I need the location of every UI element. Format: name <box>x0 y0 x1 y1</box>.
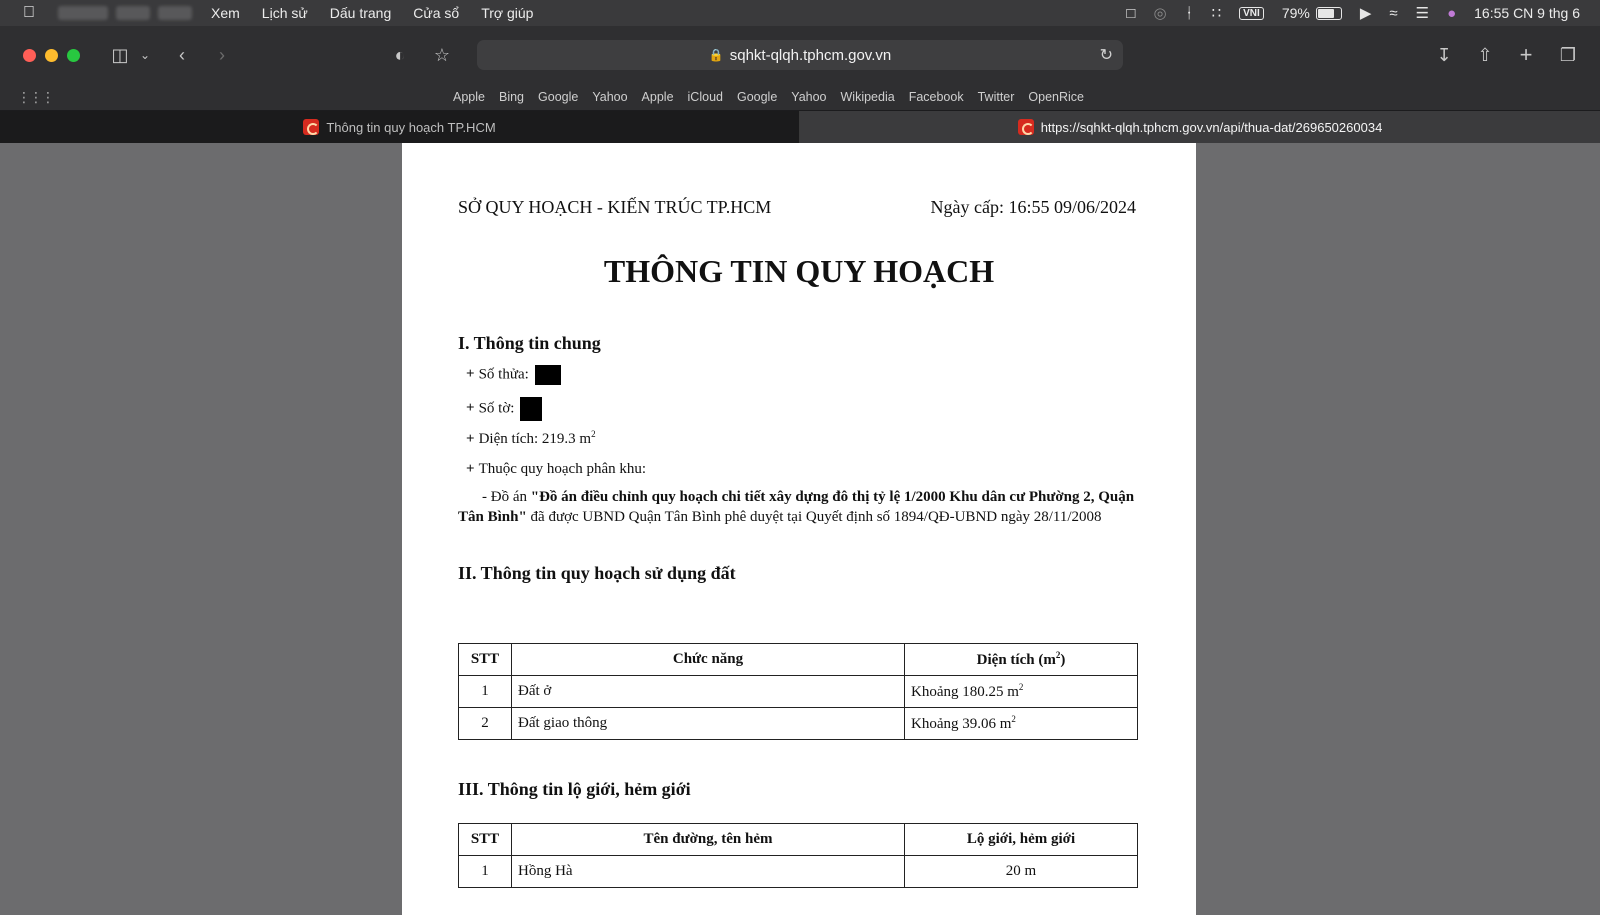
new-tab-button[interactable]: + <box>1519 42 1533 67</box>
project-prefix: - Đồ án <box>482 489 531 505</box>
menu-clock[interactable]: 16:55 CN 9 thg 6 <box>1474 5 1580 21</box>
bookmark-item[interactable]: Yahoo <box>791 90 827 104</box>
bookmark-item[interactable]: Yahoo <box>592 90 628 104</box>
sheet-number-line: + Số tờ: <box>466 397 542 421</box>
activity-icon[interactable]: ∷ <box>1211 5 1222 22</box>
row-stt: 1 <box>459 856 512 888</box>
agency-name: SỞ QUY HOẠCH - KIẾN TRÚC TP.HCM <box>458 197 772 217</box>
bookmark-item[interactable]: Facebook <box>908 90 964 104</box>
col-stt: STT <box>459 824 512 856</box>
section-general-heading: I. Thông tin chung <box>458 333 601 353</box>
col-function: Chức năng <box>512 644 905 676</box>
section-road-width-heading: III. Thông tin lộ giới, hẻm giới <box>458 779 691 799</box>
row-area <box>905 708 1138 740</box>
window-controls <box>23 49 80 62</box>
menu-history[interactable]: Lịch sử <box>261 5 308 21</box>
planning-project-paragraph <box>458 487 1138 527</box>
section-land-use-heading: II. Thông tin quy hoạch sử dụng đất <box>458 563 736 583</box>
area-value: Diện tích: 219.3 m <box>478 431 592 447</box>
document-page <box>402 143 1196 915</box>
back-button[interactable]: ‹ <box>179 44 185 65</box>
tab-thong-tin-quy-hoach[interactable] <box>0 111 800 143</box>
bookmark-item[interactable]: iCloud <box>687 90 723 104</box>
row-function: Đất ở <box>512 676 905 708</box>
menu-help[interactable]: Trợ giúp <box>481 5 534 21</box>
menu-view[interactable]: Xem <box>211 5 240 21</box>
play-icon[interactable]: ▶ <box>1359 5 1372 22</box>
row-area-value: Khoảng 39.06 m <box>911 716 1012 732</box>
row-area <box>905 676 1138 708</box>
lock-icon: 🔒 <box>708 48 724 62</box>
area-unit-superscript: 2 <box>591 429 596 439</box>
sidebar-toggle-icon[interactable]: ◫ <box>111 44 129 65</box>
site-logo-icon <box>1018 119 1034 135</box>
chevron-down-icon[interactable]: ⌄ <box>139 48 151 62</box>
airdrop-icon[interactable]: ◎ <box>1153 5 1167 22</box>
col-area-superscript: 2 <box>1055 650 1061 660</box>
document-title: THÔNG TIN QUY HOẠCH <box>603 253 995 289</box>
page-viewport <box>0 143 1600 915</box>
tab-overview-icon[interactable]: ❐ <box>1559 44 1577 65</box>
project-name: "Đồ án điều chỉnh quy hoạch chi tiết xây dựng đô thị tỷ lệ 1/2000 Khu dân cư Phường 2, Quận Tân Bình" <box>458 489 1135 525</box>
document-header <box>458 197 1136 218</box>
battery-fill <box>1318 9 1334 18</box>
bookmark-item[interactable]: Google <box>538 90 579 104</box>
table-header-row <box>459 824 1138 856</box>
blurred-app-menus <box>58 6 192 20</box>
battery-percent: 79% <box>1281 5 1310 21</box>
sheet-number-label: Số tờ: <box>478 400 515 417</box>
bluetooth-icon[interactable]: ᛂ <box>1184 4 1194 22</box>
menu-window[interactable]: Cửa sổ <box>413 5 460 21</box>
reload-icon[interactable]: ↻ <box>1099 47 1113 64</box>
bookmark-item[interactable]: Apple <box>641 90 674 104</box>
bookmarks-bar <box>0 84 1600 111</box>
plot-number-label: Số thửa: <box>478 366 529 383</box>
row-stt: 2 <box>459 708 512 740</box>
row-area-superscript: 2 <box>1018 682 1024 692</box>
col-area-label: Diện tích (m <box>976 652 1056 668</box>
col-stt: STT <box>459 644 512 676</box>
redacted-plot-number <box>535 365 561 385</box>
bookmark-item[interactable]: OpenRice <box>1028 90 1084 104</box>
redacted-sheet-number <box>520 397 542 421</box>
siri-icon[interactable]: ● <box>1447 4 1457 22</box>
area-line: + Diện tích: 219.3 $m^2$ <box>466 429 596 447</box>
land-use-table <box>458 643 1138 740</box>
share-icon[interactable]: ⇧ <box>1477 44 1493 65</box>
col-road-name: Tên đường, tên hẻm <box>512 824 905 856</box>
shield-icon[interactable]: ◐ <box>394 44 406 65</box>
battery-status[interactable] <box>1282 5 1342 21</box>
row-road-width: 20 m <box>905 856 1138 888</box>
row-road-name: Hồng Hà <box>512 856 905 888</box>
row-stt: 1 <box>459 676 512 708</box>
minimize-window-button[interactable] <box>45 49 58 62</box>
menu-bookmarks[interactable]: Dấu trang <box>329 5 392 21</box>
table-header-row <box>459 644 1138 676</box>
bookmark-item[interactable]: Twitter <box>977 90 1015 104</box>
bookmark-item[interactable]: Apple <box>453 90 485 104</box>
issue-date: Ngày cấp: 16:55 09/06/2024 <box>930 197 1136 217</box>
site-logo-icon <box>303 119 319 135</box>
bookmark-list <box>446 90 1091 104</box>
row-area-value: Khoảng 180.25 m <box>911 684 1019 700</box>
plot-number-line: + Số thửa: <box>466 365 561 385</box>
close-window-button[interactable] <box>23 49 36 62</box>
row-area-superscript: 2 <box>1011 714 1016 724</box>
menu-bar <box>0 0 1600 26</box>
zone-label: Thuộc quy hoạch phân khu: <box>478 461 647 477</box>
control-center-icon[interactable]: ☰ <box>1415 5 1430 22</box>
col-road-width: Lộ giới, hẻm giới <box>905 824 1138 856</box>
browser-toolbar <box>0 26 1600 84</box>
table-row <box>459 676 1138 708</box>
star-icon[interactable]: ☆ <box>433 44 451 65</box>
wifi-icon[interactable]: ≈ <box>1389 4 1398 22</box>
address-bar[interactable] <box>477 40 1123 70</box>
table-row <box>459 856 1138 888</box>
table-row <box>459 708 1138 740</box>
display-icon[interactable]: □ <box>1126 4 1136 22</box>
tab-title: Thông tin quy hoạch TP.HCM <box>326 119 496 135</box>
forward-button[interactable]: › <box>219 44 225 65</box>
address-url: sqhkt-qlqh.tphcm.gov.vn <box>729 46 892 64</box>
col-area-close: ) <box>1060 652 1066 668</box>
apps-grid-icon[interactable]: ⋮⋮⋮ <box>17 89 53 105</box>
tab-api-thua-dat[interactable] <box>800 111 1600 143</box>
row-function: Đất giao thông <box>512 708 905 740</box>
col-area <box>905 644 1138 676</box>
apple-menu-icon[interactable] <box>0 4 58 22</box>
zoom-window-button[interactable] <box>67 49 80 62</box>
project-approval: đã được UBND Quận Tân Bình phê duyệt tại Quyết định số 1894/QĐ-UBND ngày 28/11/2008 <box>526 509 1102 525</box>
battery-icon <box>1316 7 1342 20</box>
road-width-table <box>458 823 1138 888</box>
tab-title: https://sqhkt-qlqh.tphcm.gov.vn/api/thua-dat/269650260034 <box>1040 119 1383 135</box>
download-icon[interactable]: ↧ <box>1436 44 1452 65</box>
tab-bar <box>0 111 1600 143</box>
zone-line: + Thuộc quy hoạch phân khu: <box>466 461 647 477</box>
bookmark-item[interactable]: Wikipedia <box>840 90 895 104</box>
bookmark-item[interactable]: Bing <box>498 90 525 104</box>
bookmark-item[interactable]: Google <box>736 90 778 104</box>
input-source-badge[interactable]: VNI <box>1239 7 1264 20</box>
